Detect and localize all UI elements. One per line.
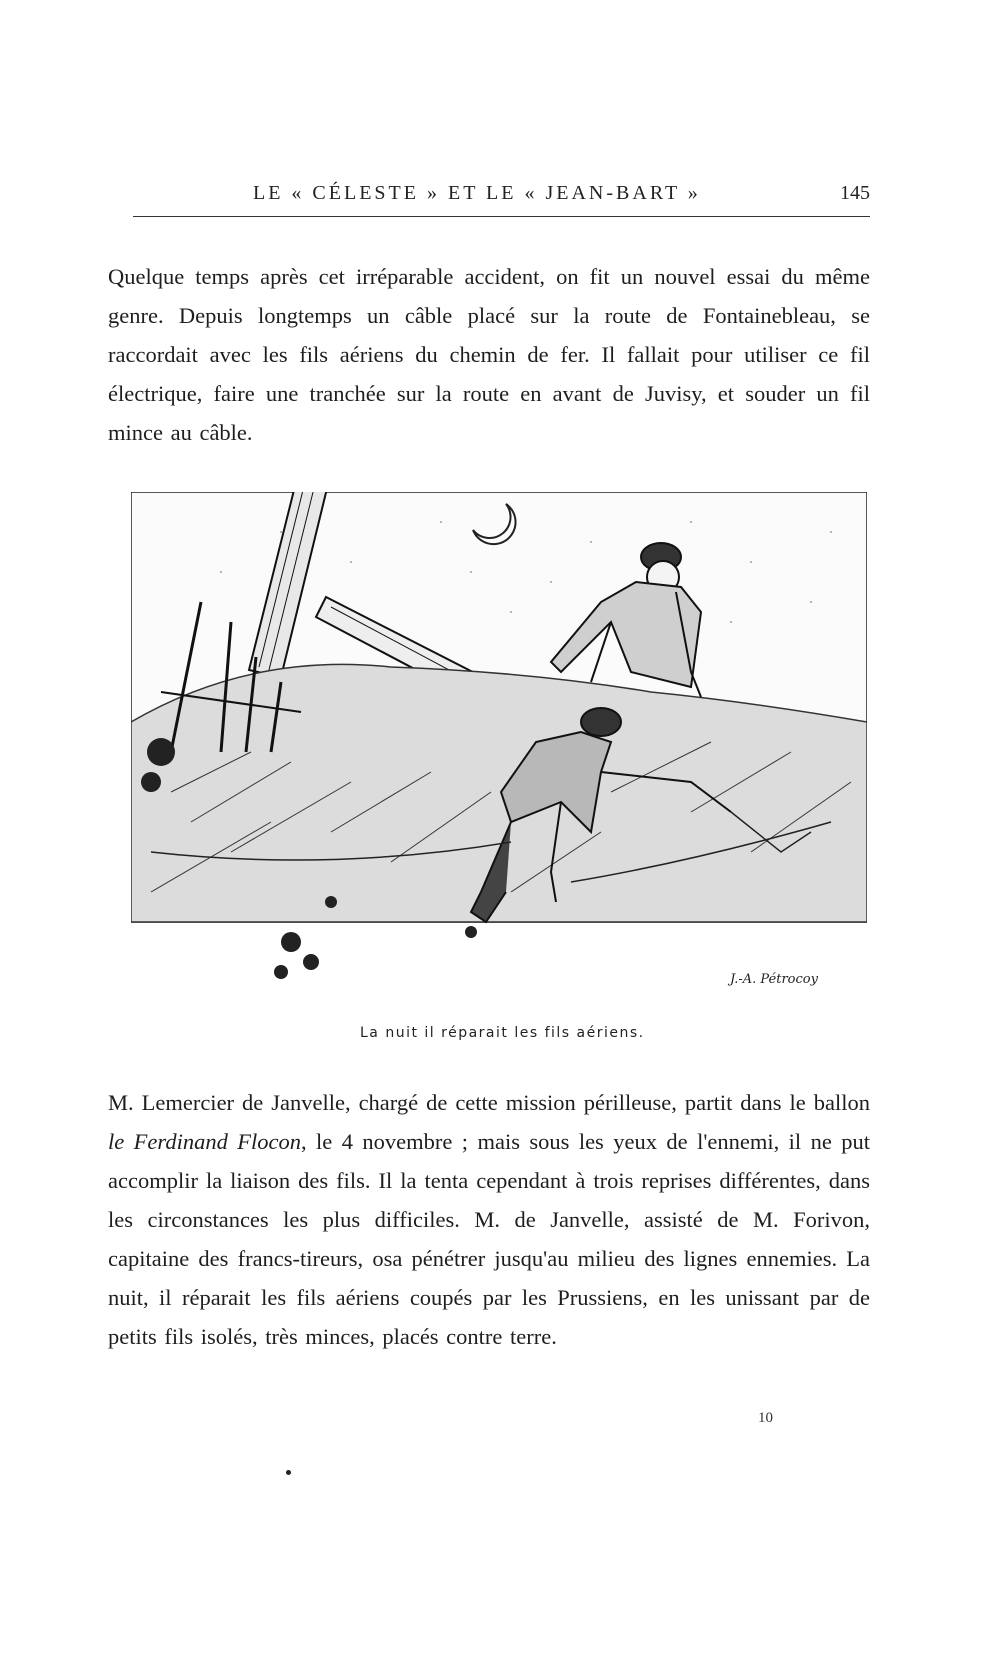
paragraph-2-part-2: , le 4 novembre ; mais sous les yeux de l'ennemi, il ne put accomplir la liaison des fils. Il la tenta cependant à trois reprises différentes, dans les circonstances les plus difficiles. M. de Janvelle, assisté de M. Forivon, capitaine des francs-tireurs, osa pénétrer jusqu'au milieu des lignes ennemies. La nuit, il réparait les fils aériens coupés par les Prussiens, en les unissant par de petits fils isolés, très minces, placés contre terre. xyxy=(108,1129,871,1349)
running-header xyxy=(133,182,870,217)
printer-signature-mark: 10 xyxy=(758,1410,773,1426)
ink-dot xyxy=(286,1470,291,1475)
night-repair-scene xyxy=(131,492,867,1000)
page-number: 145 xyxy=(840,182,870,204)
paragraph-1: Quelque temps après cet irréparable accident, on fit un nouvel essai du même genre. Depuis longtemps un câble placé sur la route de Fontainebleau, se raccordait avec les fils aériens du chemin de fer. Il fallait pour utiliser ce fil électrique, faire une tranchée sur la route en avant de Juvisy, et souder un fil mince au câble. xyxy=(108,264,870,445)
paragraph-2-part-1: M. Lemercier de Janvelle, chargé de cette mission périlleuse, partit dans le ballon xyxy=(108,1090,870,1115)
paragraph-2 xyxy=(108,1083,870,1356)
running-title: LE « CÉLESTE » ET LE « JEAN-BART » xyxy=(253,182,701,204)
engraving-illustration xyxy=(131,492,867,1000)
balloon-name: le Ferdinand Flocon xyxy=(108,1129,301,1154)
illustration-caption: La nuit il réparait les fils aériens. xyxy=(360,1025,645,1041)
illustration-signature: J.-A. Pétrocoy xyxy=(730,972,818,987)
